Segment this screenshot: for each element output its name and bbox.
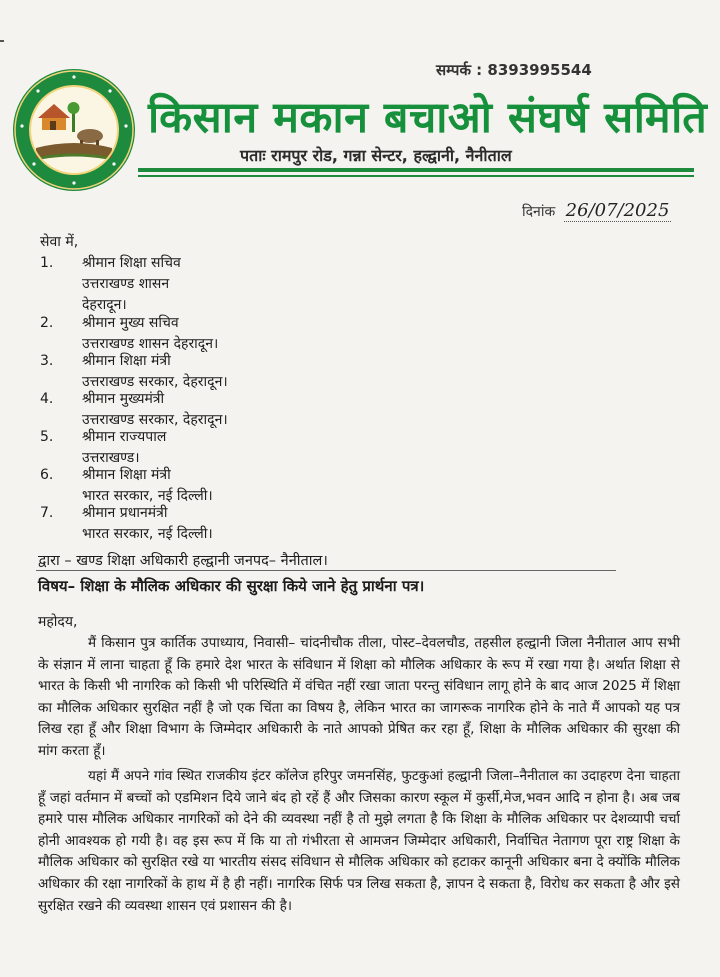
greeting: महोदय,	[38, 614, 78, 630]
recipient-number: 6.	[40, 467, 54, 483]
recipient-line: उत्तराखण्ड।	[82, 450, 140, 466]
recipient-line: श्रीमान शिक्षा मंत्री	[82, 467, 171, 483]
recipient-number: 2.	[40, 315, 54, 331]
recipient-number: 5.	[40, 429, 54, 445]
recipient-line: भारत सरकार, नई दिल्ली।	[82, 526, 213, 542]
subject-line: विषय– शिक्षा के मौलिक अधिकार की सुरक्षा किये जाने हेतु प्रार्थना पत्र।	[38, 577, 425, 595]
through-underline	[36, 570, 616, 571]
recipient-line: श्रीमान शिक्षा मंत्री	[82, 353, 171, 369]
recipient-line: श्रीमान मुख्य सचिव	[82, 315, 179, 331]
recipient-line: श्रीमान प्रधानमंत्री	[82, 505, 168, 521]
organization-title: किसान मकान बचाओ संघर्ष समिति	[148, 93, 708, 143]
recipient-line: उत्तराखण्ड शासन देहरादून।	[82, 336, 219, 352]
recipient-number: 1.	[40, 255, 54, 271]
recipient-line: श्रीमान शिक्षा सचिव	[82, 255, 181, 271]
salutation: सेवा में,	[40, 234, 79, 250]
recipient-line: उत्तराखण्ड सरकार, देहरादून।	[82, 412, 228, 428]
recipient-line: उत्तराखण्ड शासन	[82, 276, 170, 292]
recipient-line: श्रीमान राज्यपाल	[82, 429, 167, 445]
body-paragraph: मैं किसान पुत्र कार्तिक उपाध्याय, निवासी– चांदनीचौक तीला, पोस्ट–देवलचौड, तहसील हल्द्वानी जिला नैनीताल आप सभी के संज्ञान में लाना चाहता हूँ कि हमारे देश भारत के संविधान में शिक्षा को मौलिक अधिकार के रूप में रखा गया है। अर्थात शिक्षा से भारत के किसी भी नागरिक को किसी भी परिस्थिति में वंचित नहीं रखा जाता परन्तु संविधान लागू होने के बाद आज 2025 में शिक्षा का मौलिक अधिकार सुरक्षित नहीं है जो एक चिंता का विषय है, लेकिन भारत का जागरूक नागरिक होने के नाते मैं आपको यह पत्र लिख रहा हूँ और शिक्षा विभाग के जिम्मेदार अधिकारी के नाते आपको प्रेषित कर रहा हूँ, शिक्षा के मौलिक अधिकार की सुरक्षा की मांग करता हूँ।	[38, 635, 680, 759]
date-value: 26/07/2025	[565, 200, 670, 221]
organization-address: पताः रामपुर रोड, गन्ना सेन्टर, हल्द्वानी, नैनीताल	[240, 146, 512, 165]
recipient-number: 7.	[40, 505, 54, 521]
organization-logo-icon	[10, 66, 138, 194]
contact-number: सम्पर्क : 8393995544	[436, 61, 592, 79]
letterhead-divider-thin	[138, 175, 694, 177]
date-label: दिनांक	[522, 204, 556, 220]
recipient-line: उत्तराखण्ड सरकार, देहरादून।	[82, 374, 228, 390]
recipient-number: 3.	[40, 353, 54, 369]
recipient-number: 4.	[40, 391, 54, 407]
date-row	[522, 200, 671, 221]
recipient-line: श्रीमान मुख्यमंत्री	[82, 391, 165, 407]
scan-mark	[0, 40, 4, 42]
recipient-line: देहरादून।	[82, 297, 127, 313]
body-paragraph: यहां मैं अपने गांव स्थित राजकीय इंटर कॉलेज हरिपुर जमनसिंह, फुटकुआं हल्द्वानी जिला–नैनीताल का उदाहरण देना चाहता हूँ जहां वर्तमान में बच्चों को एडमिशन दिये जाने बंद हो रहें हैं और जिसका कारण स्कूल में कुर्सी,मेज,भवन आदि न होना है। अब जब हमारे पास मौलिक अधिकार नागरिकों को देने की व्यवस्था नहीं है तो मुझे लगता है कि शिक्षा के मौलिक अधिकार पर देशव्यापी चर्चा होनी आवश्यक हो गयी है। वह इस रूप में कि या तो गंभीरता से आमजन जिम्मेदार अधिकारी, निर्वाचित नेतागण पूरा राष्ट्र शिक्षा के मौलिक अधिकार को सुरक्षित रखे या भारतीय संसद संविधान से मौलिक अधिकार को हटाकर कानूनी अधिकार बना दे क्योंकि मौलिक अधिकार की रक्षा नागरिकों के हाथ में है ही नहीं। नागरिक सिर्फ पत्र लिख सकता है, ज्ञापन दे सकता है, विरोध कर सकता है और इसे सुरक्षित रखने की व्यवस्था शासन एवं प्रशासन की है।	[38, 768, 680, 914]
letterhead-divider	[138, 168, 694, 172]
recipient-line: भारत सरकार, नई दिल्ली।	[82, 488, 213, 504]
through-line: द्वारा – खण्ड शिक्षा अधिकारी हल्द्वानी जनपद– नैनीताल।	[38, 553, 328, 569]
